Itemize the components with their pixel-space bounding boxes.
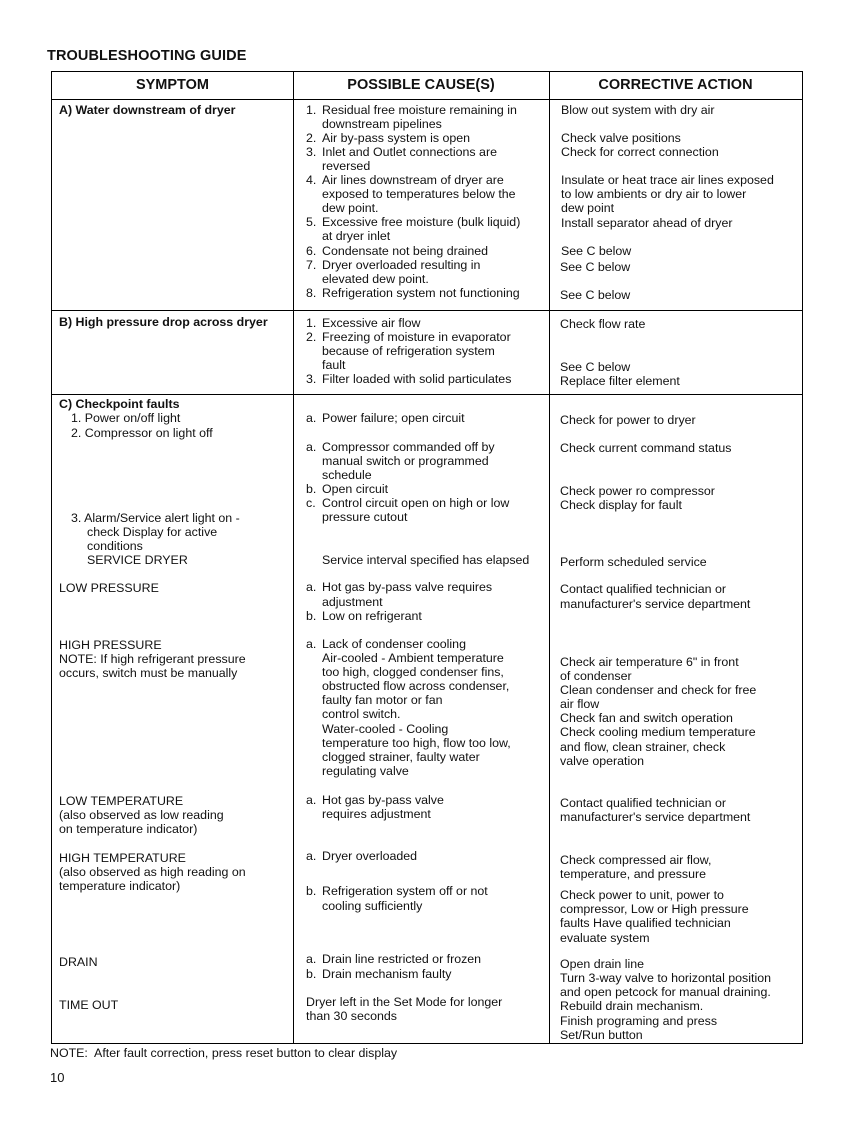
cause-line: Control circuit open on high or low <box>322 496 510 510</box>
cause-line: schedule <box>322 468 372 482</box>
symptom-low-pressure: LOW PRESSURE <box>59 581 159 595</box>
cause-line: faulty fan motor or fan <box>322 693 443 707</box>
cause-line: Inlet and Outlet connections are <box>322 145 497 159</box>
cause-line: regulating valve <box>322 764 409 778</box>
cause-line: Low on refrigerant <box>322 609 422 623</box>
symptom-high-pressure: HIGH PRESSURE <box>59 638 162 652</box>
symptom-high-temperature-note: (also observed as high reading on <box>59 865 246 879</box>
cause-number: 3. <box>306 372 317 386</box>
action-line: air flow <box>560 697 600 711</box>
action-line: Check cooling medium temperature <box>560 725 756 739</box>
cause-line: requires adjustment <box>322 807 431 821</box>
symptom-checkpoint-faults: C) Checkpoint faults <box>59 397 180 411</box>
cause-line: Water-cooled - Cooling <box>322 722 449 736</box>
cause-line: Hot gas by-pass valve requires <box>322 580 493 594</box>
cause-line: Freezing of moisture in evaporator <box>322 330 511 344</box>
cause-letter: b. <box>306 609 317 623</box>
action-line: Check air temperature 6" in front <box>560 655 739 669</box>
symptom-alarm-light: check Display for active <box>87 525 218 539</box>
cause-letter: a. <box>306 793 317 807</box>
action-line: compressor, Low or High pressure <box>560 902 749 916</box>
cause-number: 1. <box>306 103 317 117</box>
row-divider <box>52 394 802 395</box>
cause-number: 5. <box>306 215 317 229</box>
action-line: Finish programing and press <box>560 1014 718 1028</box>
cause-line: than 30 seconds <box>306 1009 397 1023</box>
action-line: Blow out system with dry air <box>561 103 715 117</box>
cause-number: 3. <box>306 145 317 159</box>
cause-line: Air-cooled - Ambient temperature <box>322 651 504 665</box>
symptom-low-temperature: LOW TEMPERATURE <box>59 794 184 808</box>
action-line: Contact qualified technician or <box>560 582 726 596</box>
action-line: and flow, clean strainer, check <box>560 740 726 754</box>
action-line: Contact qualified technician or <box>560 796 726 810</box>
cause-line: too high, clogged condenser fins, <box>322 665 504 679</box>
cause-number: 2. <box>306 131 317 145</box>
cause-line: Lack of condenser cooling <box>322 637 466 651</box>
cause-letter: a. <box>306 411 317 425</box>
action-line: evaluate system <box>560 931 650 945</box>
cause-line: reversed <box>322 159 371 173</box>
cause-line: Residual free moisture remaining in <box>322 103 517 117</box>
cause-letter: a. <box>306 952 317 966</box>
symptom-alarm-light: conditions <box>87 539 143 553</box>
cause-line: Service interval specified has elapsed <box>322 553 530 567</box>
cause-letter: b. <box>306 967 317 981</box>
action-line: Check power to unit, power to <box>560 888 724 902</box>
cause-number: 1. <box>306 316 317 330</box>
action-line: Check for correct connection <box>561 145 719 159</box>
action-line: See C below <box>561 244 632 258</box>
cause-line: Power failure; open circuit <box>322 411 465 425</box>
action-line: Check current command status <box>560 441 732 455</box>
action-line: See C below <box>560 288 631 302</box>
symptom-time-out: TIME OUT <box>59 998 119 1012</box>
cause-line: Filter loaded with solid particulates <box>322 372 512 386</box>
cause-letter: a. <box>306 580 317 594</box>
cause-line: because of refrigeration system <box>322 344 495 358</box>
cause-line: Compressor commanded off by <box>322 440 495 454</box>
cause-line: Dryer left in the Set Mode for longer <box>306 995 503 1009</box>
symptom-low-temperature-note: (also observed as low reading <box>59 808 224 822</box>
cause-line: temperature too high, flow too low, <box>322 736 511 750</box>
action-line: dew point <box>561 201 615 215</box>
header-divider <box>52 99 802 100</box>
guide-title: TROUBLESHOOTING GUIDE <box>47 48 247 64</box>
symptom-compressor-light: 2. Compressor on light off <box>71 426 213 440</box>
symptom-high-pressure-note: NOTE: If high refrigerant pressure <box>59 652 246 666</box>
action-line: Open drain line <box>560 957 645 971</box>
action-line: Clean condenser and check for free <box>560 683 757 697</box>
cause-line: Excessive free moisture (bulk liquid) <box>322 215 521 229</box>
action-line: Insulate or heat trace air lines exposed <box>561 173 774 187</box>
action-line: Check for power to dryer <box>560 413 696 427</box>
cause-line: dew point. <box>322 201 379 215</box>
action-line: Check compressed air flow, <box>560 853 712 867</box>
action-line: See C below <box>560 260 631 274</box>
cause-number: 4. <box>306 173 317 187</box>
action-line: manufacturer's service department <box>560 810 751 824</box>
cause-line: Air by-pass system is open <box>322 131 471 145</box>
cause-line: Refrigeration system off or not <box>322 884 488 898</box>
footnote: NOTE: After fault correction, press reset button to clear display <box>50 1046 398 1060</box>
symptom-high-pressure-note: occurs, switch must be manually <box>59 666 238 680</box>
symptom-high-temperature: HIGH TEMPERATURE <box>59 851 186 865</box>
action-line: Check valve positions <box>561 131 681 145</box>
action-line: and open petcock for manual draining. <box>560 985 771 999</box>
action-line: Check flow rate <box>560 317 646 331</box>
cause-line: fault <box>322 358 346 372</box>
cause-line: pressure cutout <box>322 510 408 524</box>
cause-letter: b. <box>306 482 317 496</box>
cause-number: 2. <box>306 330 317 344</box>
action-line: of condenser <box>560 669 632 683</box>
action-line: See C below <box>560 360 631 374</box>
action-line: Perform scheduled service <box>560 555 707 569</box>
header-symptom: SYMPTOM <box>135 77 210 93</box>
cause-number: 6. <box>306 244 317 258</box>
symptom-power-light: 1. Power on/off light <box>71 411 181 425</box>
column-divider <box>549 72 550 1043</box>
cause-line: Drain mechanism faulty <box>322 967 452 981</box>
action-line: Turn 3-way valve to horizontal position <box>560 971 771 985</box>
row-divider <box>52 310 802 311</box>
column-divider <box>293 72 294 1043</box>
header-action: CORRECTIVE ACTION <box>598 77 753 93</box>
cause-letter: c. <box>306 496 316 510</box>
action-line: Check fan and switch operation <box>560 711 733 725</box>
cause-line: Dryer overloaded <box>322 849 418 863</box>
cause-line: obstructed flow across condenser, <box>322 679 510 693</box>
cause-line: elevated dew point. <box>322 272 429 286</box>
cause-line: Open circuit <box>322 482 389 496</box>
cause-line: Drain line restricted or frozen <box>322 952 482 966</box>
cause-number: 7. <box>306 258 317 272</box>
cause-line: at dryer inlet <box>322 229 391 243</box>
action-line: Rebuild drain mechanism. <box>560 999 704 1013</box>
symptom-high-pressure-drop: B) High pressure drop across dryer <box>59 315 268 329</box>
action-line: Check power ro compressor <box>560 484 715 498</box>
cause-line: adjustment <box>322 595 383 609</box>
cause-line: Air lines downstream of dryer are <box>322 173 504 187</box>
cause-letter: a. <box>306 637 317 651</box>
cause-line: exposed to temperatures below the <box>322 187 516 201</box>
action-line: to low ambients or dry air to lower <box>561 187 747 201</box>
action-line: valve operation <box>560 754 645 768</box>
page-number: 10 <box>50 1070 65 1085</box>
cause-number: 8. <box>306 286 317 300</box>
cause-letter: a. <box>306 440 317 454</box>
action-line: Replace filter element <box>560 374 680 388</box>
cause-line: Condensate not being drained <box>322 244 489 258</box>
cause-line: Refrigeration system not functioning <box>322 286 520 300</box>
cause-line: cooling sufficiently <box>322 899 423 913</box>
action-line: Install separator ahead of dryer <box>561 216 733 230</box>
action-line: Set/Run button <box>560 1028 643 1042</box>
symptom-low-temperature-note: on temperature indicator) <box>59 822 198 836</box>
cause-line: Excessive air flow <box>322 316 421 330</box>
header-cause: POSSIBLE CAUSE(S) <box>347 77 495 93</box>
cause-letter: b. <box>306 884 317 898</box>
action-line: faults Have qualified technician <box>560 916 731 930</box>
symptom-water-downstream: A) Water downstream of dryer <box>59 103 236 117</box>
cause-line: manual switch or programmed <box>322 454 489 468</box>
cause-line: Hot gas by-pass valve <box>322 793 444 807</box>
cause-letter: a. <box>306 849 317 863</box>
symptom-high-temperature-note: temperature indicator) <box>59 879 181 893</box>
action-line: temperature, and pressure <box>560 867 707 881</box>
cause-line: Dryer overloaded resulting in <box>322 258 481 272</box>
cause-line: control switch. <box>322 707 401 721</box>
symptom-drain: DRAIN <box>59 955 98 969</box>
action-line: Check display for fault <box>560 498 682 512</box>
cause-line: clogged strainer, faulty water <box>322 750 480 764</box>
symptom-service-dryer: SERVICE DRYER <box>87 553 188 567</box>
symptom-alarm-light: 3. Alarm/Service alert light on - <box>71 511 240 525</box>
cause-line: downstream pipelines <box>322 117 442 131</box>
action-line: manufacturer's service department <box>560 597 751 611</box>
